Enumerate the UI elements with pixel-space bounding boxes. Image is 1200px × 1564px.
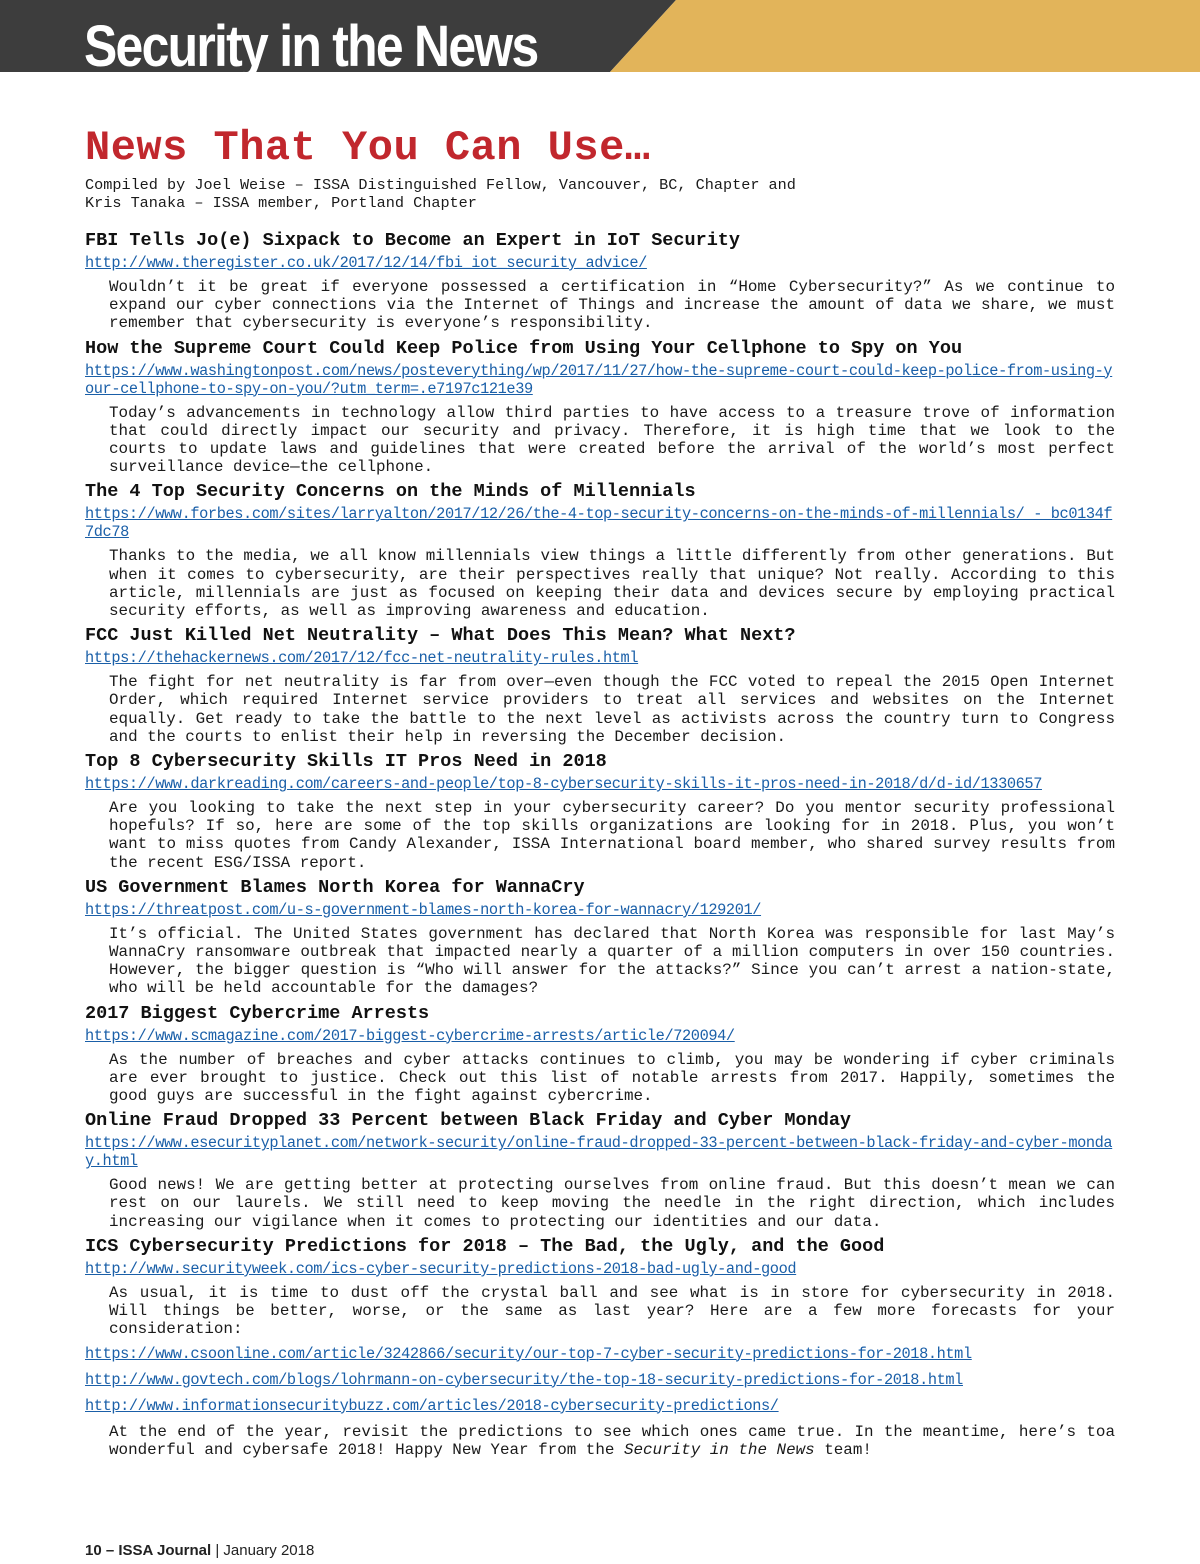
article-item <box>85 1236 1115 1339</box>
article-headline: 2017 Biggest Cybercrime Arrests <box>85 1002 430 1024</box>
article-summary: Are you looking to take the next step in your cybersecurity career? Do you mentor security professional hopefuls? If so, here are some of the top skills organizations are looking for in 2018. Plus, you won’t want to miss quotes from Candy Alexander, ISSA International board member, who shared survey results from the recent ESG/ISSA report. <box>109 799 1115 872</box>
article-link[interactable]: http://www.securityweek.com/ics-cyber-security-predictions-2018-bad-ugly-and-good <box>85 1259 797 1278</box>
article-item <box>85 338 1115 477</box>
article-headline: US Government Blames North Korea for WannaCry <box>85 876 585 898</box>
article-summary: As the number of breaches and cyber attacks continues to climb, you may be wondering if cyber criminals are ever brought to justice. Check out this list of notable arrests from 2017. Happily, sometimes the good guys are successful in the fight against cybercrime. <box>109 1050 1115 1106</box>
article-item <box>85 1003 1115 1106</box>
article-headline: FCC Just Killed Net Neutrality – What Does This Mean? What Next? <box>85 625 796 647</box>
article-link[interactable]: https://www.esecurityplanet.com/network-security/online-fraud-dropped-33-percent-between-black-friday-and-cyber-monday.html <box>85 1134 1113 1171</box>
article-headline: Top 8 Cybersecurity Skills IT Pros Need in 2018 <box>85 751 607 773</box>
footer-date: January 2018 <box>223 1542 315 1559</box>
article-item <box>85 751 1115 872</box>
article-summary: Good news! We are getting better at protecting ourselves from online fraud. But this doesn’t mean we can rest on our laurels. We still need to keep moving the needle in the right direction, which includes increasing our vigilance when it comes to protecting our identities and our data. <box>109 1176 1115 1231</box>
article-link[interactable]: https://threatpost.com/u-s-government-blames-north-korea-for-wannacry/129201/ <box>85 900 762 919</box>
footer-separator: | <box>211 1542 224 1559</box>
article-headline: How the Supreme Court Could Keep Police from Using Your Cellphone to Spy on You <box>85 337 963 359</box>
article-item <box>85 481 1115 620</box>
extra-link[interactable]: http://www.informationsecuritybuzz.com/articles/2018-cybersecurity-predictions/ <box>85 1396 779 1415</box>
article-list <box>85 230 1115 1339</box>
page-footer <box>85 1542 314 1559</box>
article-summary: Thanks to the media, we all know millennials view things a little differently from other generations. But when it comes to cybersecurity, are their perspectives really that unique? Not really. According to this article, millennials are just as focused on keeping their data and devices secure by employing practical security efforts, as well as improving awareness and education. <box>109 547 1115 621</box>
article-link[interactable]: http://www.theregister.co.uk/2017/12/14/fbi_iot_security_advice/ <box>85 254 647 272</box>
closing-italic: Security in the News <box>623 1440 815 1459</box>
closing-text-after: team! <box>814 1440 872 1459</box>
footer-page: 10 – ISSA Journal <box>85 1542 212 1559</box>
article-headline: FBI Tells Jo(e) Sixpack to Become an Expert in IoT Security <box>85 230 741 251</box>
section-title: Security in the News <box>84 14 538 79</box>
article-item <box>85 877 1115 998</box>
article-summary: Wouldn’t it be great if everyone possessed a certification in “Home Cybersecurity?” As we continue to expand our cyber connections via the Internet of Things and increase the amount of data we share, we must remember that cybersecurity is everyone’s responsibility. <box>109 278 1115 333</box>
extra-link[interactable]: http://www.govtech.com/blogs/lohrmann-on-cybersecurity/the-top-18-security-predictions-for-2018.html <box>85 1370 963 1389</box>
article-summary: As usual, it is time to dust off the crystal ball and see what is in store for cybersecurity in 2018. Will things be better, worse, or the same as last year? Here are a few more forecasts for your consideration: <box>109 1283 1115 1339</box>
article-summary: It’s official. The United States government has declared that North Korea was responsible for last May’s WannaCry ransomware outbreak that impacted nearly a quarter of a million computers in over 150 countries. However, the bigger question is “Who will answer for the attacks?” Since you can’t arrest a nation-state, who will be held accountable for the damages? <box>109 924 1115 998</box>
credits: Compiled by Joel Weise – ISSA Distinguished Fellow, Vancouver, BC, Chapter and Kris Tanaka – ISSA member, Portland Chapter <box>85 176 796 212</box>
article-item <box>85 230 1115 333</box>
article-link[interactable]: https://www.darkreading.com/careers-and-people/top-8-cybersecurity-skills-it-pros-need-in-2018/d/d-id/1330657 <box>85 775 1042 794</box>
article-summary: Today’s advancements in technology allow third parties to have access to a treasure trove of information that could directly impact our security and privacy. Therefore, it is high time that we look to the courts to update laws and guidelines that were created before the arrival of the world’s most perfect surveillance device—the cellphone. <box>109 403 1115 477</box>
article-link[interactable]: https://www.scmagazine.com/2017-biggest-cybercrime-arrests/article/720094/ <box>85 1026 735 1045</box>
closing-text-before: At the end of the year, revisit the predictions to see which ones came true. In the meantime, here’s toa wonderful and cybersafe 2018! Happy New Year from the <box>109 1422 1115 1459</box>
article-summary: The fight for net neutrality is far from over—even though the FCC voted to repeal the 2015 Open Internet Order, which required Internet service providers to treat all services and websites on the Internet equally. Get ready to take the battle to the next level as activists across the country turn to Congress and the courts to enlist their help in reversing the December decision. <box>109 673 1115 746</box>
closing-paragraph <box>109 1423 1115 1459</box>
article-link[interactable]: https://www.washingtonpost.com/news/posteverything/wp/2017/11/27/how-the-supreme-court-could-keep-police-from-using-your-cellphone-to-spy-on-you/?utm_term=.e7197c121e39 <box>85 361 1113 398</box>
article-column <box>85 126 1115 1459</box>
article-item <box>85 625 1115 746</box>
article-headline: Online Fraud Dropped 33 Percent between Black Friday and Cyber Monday <box>85 1110 852 1132</box>
extra-links <box>85 1345 1115 1415</box>
article-headline: ICS Cybersecurity Predictions for 2018 – The Bad, the Ugly, and the Good <box>85 1235 885 1257</box>
article-headline: The 4 Top Security Concerns on the Minds of Millennials <box>85 481 696 503</box>
extra-link[interactable]: https://www.csoonline.com/article/3242866/security/our-top-7-cyber-security-predictions-for-2018.html <box>85 1344 972 1363</box>
article-item <box>85 1110 1115 1231</box>
article-link[interactable]: https://thehackernews.com/2017/12/fcc-net-neutrality-rules.html <box>85 649 639 668</box>
page-banner <box>0 0 1200 79</box>
article-link[interactable]: https://www.forbes.com/sites/larryalton/2017/12/26/the-4-top-security-concerns-on-the-minds-of-millennials/ - bc0134f7dc78 <box>85 505 1113 542</box>
page-title: News That You Can Use… <box>85 124 651 172</box>
banner-accent-band <box>610 0 1200 72</box>
